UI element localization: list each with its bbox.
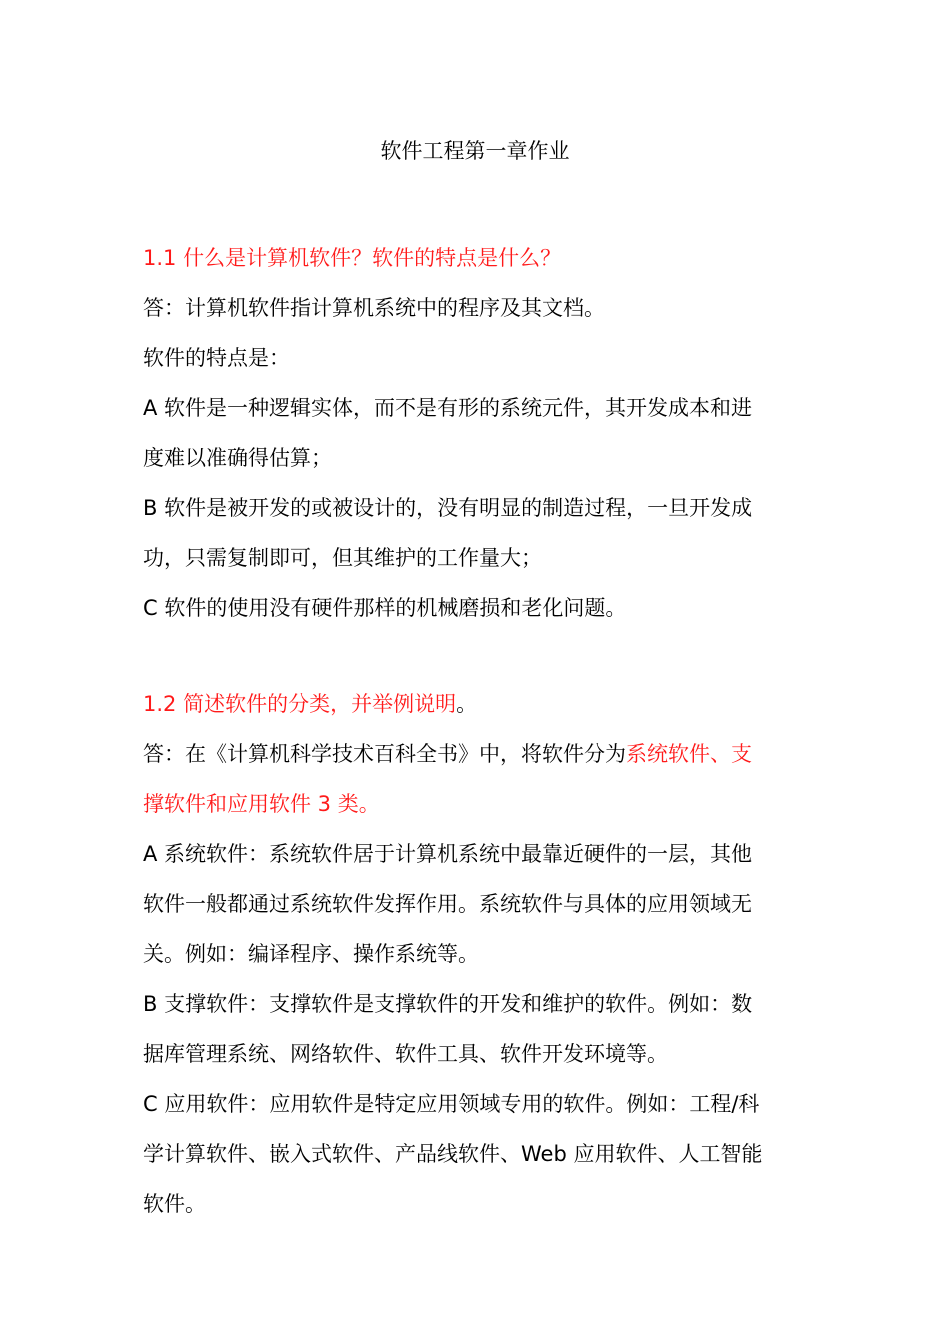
system-software-line-1: A 系统软件：系统软件居于计算机系统中最靠近硬件的一层，其他 (143, 842, 753, 866)
question-2-answer-line-2: 撑软件和应用软件 3 类。 (143, 792, 380, 816)
question-1-heading: 1.1 什么是计算机软件？软件的特点是什么？ (143, 246, 562, 270)
document-title: 软件工程第一章作业 (380, 139, 570, 163)
question-2-heading-text: 1.2 简述软件的分类，并举例说明 (143, 692, 457, 716)
features-intro: 软件的特点是： (143, 346, 290, 370)
feature-b-line-2: 功，只需复制即可，但其维护的工作量大； (143, 546, 542, 570)
feature-a-line-2: 度难以准确得估算； (143, 446, 332, 470)
answer-line-1-prefix: 答：在《计算机科学技术百科全书》中，将软件分为 (143, 742, 626, 766)
question-2-heading-end: 。 (456, 692, 478, 716)
section-spacer (143, 633, 813, 679)
question-1-answer: 答：计算机软件指计算机系统中的程序及其文档。 (143, 296, 605, 320)
system-software-line-3: 关。例如：编译程序、操作系统等。 (143, 942, 479, 966)
document-body (143, 233, 813, 1229)
application-software-line-1: C 应用软件：应用软件是特定应用领域专用的软件。例如：工程/科 (143, 1092, 760, 1116)
support-software-line-1: B 支撑软件：支撑软件是支撑软件的开发和维护的软件。例如：数 (143, 992, 753, 1016)
application-software-line-3: 软件。 (143, 1192, 206, 1216)
application-software-line-2: 学计算软件、嵌入式软件、产品线软件、Web 应用软件、人工智能 (143, 1142, 763, 1166)
answer-line-1-highlight: 系统软件、支 (626, 742, 752, 766)
feature-c: C 软件的使用没有硬件那样的机械磨损和老化问题。 (143, 596, 627, 620)
question-2-heading (143, 679, 813, 729)
question-2-answer-line-1 (143, 729, 813, 779)
support-software-line-2: 据库管理系统、网络软件、软件工具、软件开发环境等。 (143, 1042, 668, 1066)
system-software-line-2: 软件一般都通过系统软件发挥作用。系统软件与具体的应用领域无 (143, 892, 752, 916)
feature-b-line-1: B 软件是被开发的或被设计的，没有明显的制造过程，一旦开发成 (143, 496, 753, 520)
feature-a-line-1: A 软件是一种逻辑实体，而不是有形的系统元件，其开发成本和进 (143, 396, 753, 420)
